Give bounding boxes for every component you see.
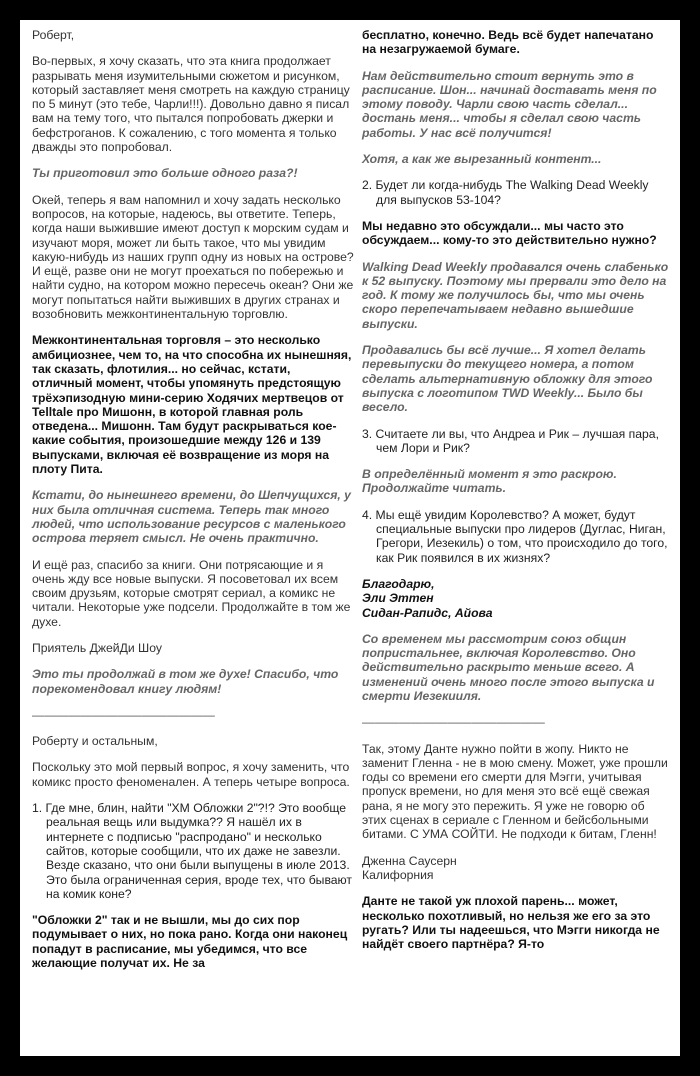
letter-paragraph: 1. Где мне, блин, найти "ХМ Обложки 2"?!? Это вообще реальная вещь или выдумка?? Я нашёл их в интернете с подписью "распродано" и несколько сайтов, которые сообщили, что их даже не завезли. Везде сказано, что они были выпущены в июле 2013. Это была ограниченная серия, вроде тех, что бывают на комик коне? — [32, 801, 353, 901]
editor-reply: Хотя, а как же вырезанный контент... — [362, 152, 602, 167]
editor-reply: Кстати, до нынешнего времени, до Шепчущихся, у них была отличная система. Теперь так много людей, что использование ресурсов с маленького острова теряет смысл. Не очень практично. — [32, 488, 351, 546]
letter-paragraph: Окей, теперь я вам напомнил и хочу задать несколько вопросов, на которые, надеюсь, вы ответите. Теперь, когда наши выжившие имеют доступ к морским судам и изучают моря, может ли быть такое, что мы увидим какую-нибудь из наших групп одну из новых на острове? И ещё, разве они не могут проехаться по побережью и найти судно, на котором можно пересечь океан? Они же могут попытаться найти выживших в других странах и возобновить межконтинентальную торговлю. — [32, 192, 354, 322]
editor-reply: Благодарю, Эли Эттен Сидан-Рапидс, Айова — [362, 576, 493, 620]
divider: ——————————————— — [362, 715, 545, 730]
letter-paragraph: Роберту и остальным, — [32, 734, 158, 749]
letter-paragraph: Так, этому Данте нужно пойти в жопу. Никто не заменит Гленна - не в мою смену. Может, уже прошли годы со времени его смерти для Мэгги, учитывая пропуск времени, но для меня это всё ещё свежая рана, я не могу это пережить. Я уже не говорю об этих сценах в сериале с Гленном и бейсбольными битами. С УМА СОЙТИ. Не подходи к битам, Гленн! — [362, 741, 668, 842]
editor-reply: Со временем мы рассмотрим союз общин попристальнее, включая Королевство. Оно действительно раскрыто меньше всего. А изменений очень много после этого выпуска и смерти Иезекииля. — [362, 631, 655, 703]
editor-reply: В определённый момент я это раскрою. Продолжайте читать. — [362, 467, 617, 496]
editor-reply: "Обложки 2" так и не вышли, мы до сих пор подумывает о них, но пока рано. Когда они наконец попадут в расписание, мы убедимся, что все желающие получат их. Не за — [32, 913, 348, 971]
right-column — [362, 28, 670, 963]
editor-reply: Мы недавно это обсуждали... мы часто это обсуждаем... кому-то это действительно нужно? — [362, 218, 657, 248]
letter-paragraph: Роберт, — [32, 28, 75, 42]
divider: ——————————————— — [32, 707, 215, 722]
editor-reply: Walking Dead Weekly продавался очень слабенько к 52 выпуску. Поэтому мы прервали это дело на год. К тому же получилось бы, что мы очень скоро перепечатываем недавно вышедшие выпуски. — [362, 259, 669, 331]
letter-paragraph: Поскольку это мой первый вопрос, я хочу заменить, что комикс просто феноменален. А теперь четыре вопроса. — [32, 760, 350, 789]
letter-paragraph: И ещё раз, спасибо за книги. Они потрясающие и я очень жду все новые выпуски. Я посоветовал их всем своим друзьям, которые смотрят сериал, а комикс не читали. Некоторые уже подсели. Продолжайте в том же духе. — [32, 557, 351, 629]
left-column — [32, 28, 354, 982]
letter-paragraph: 3. Считаете ли вы, что Андреа и Рик – лучшая пара, чем Лори и Рик? — [362, 426, 659, 455]
letter-paragraph: 4. Мы ещё увидим Королевство? А может, будут специальные выпуски про лидеров (Дуглас, Ниган, Грегори, Иезекиль) о том, что происходило до того, как Рик появился в их жизнях? — [362, 507, 668, 565]
editor-reply: Нам действительно стоит вернуть это в расписание. Шон... начинай доставать меня по этому поводу. Чарли свою часть сделал... достань меня... чтобы я сделал свою часть работы. У нас всё получится! — [362, 68, 657, 140]
editor-reply: Это ты продолжай в том же духе! Спасибо, что порекомендовал книгу людям! — [32, 667, 339, 696]
editor-reply: Продавались бы всё лучше... Я хотел делать перевыпуски до текущего номера, а потом сделать альтернативную обложку для этого выпуска с логотипом TWD Weekly... Было бы весело. — [362, 343, 653, 415]
letters-page — [20, 20, 680, 1056]
letter-paragraph: Приятель ДжейДи Шоу — [32, 640, 162, 655]
editor-reply: Ты приготовил это больше одного раза?! — [32, 166, 298, 181]
editor-reply: бесплатно, конечно. Ведь всё будет напечатано на незагружаемой бумаге. — [362, 28, 654, 57]
letter-paragraph: Дженна Саусерн Калифорния — [362, 853, 457, 882]
letter-paragraph: 2. Будет ли когда-нибудь The Walking Dead Weekly для выпусков 53-104? — [362, 178, 649, 207]
editor-reply: Данте не такой уж плохой парень... может, несколько похотливый, но нельзя же его за это ругать? Или ты надеешься, что Мэгги никогда не найдёт своего партнёра? Я-то — [362, 894, 660, 952]
letter-paragraph: Во-первых, я хочу сказать, что эта книга продолжает разрывать меня изумительными сюжетом и рисунком, который заставляет меня смотреть на каждую страницу по 5 минут (это тебе, Чарли!!!). Довольно давно я писал вам на тему того, что пытался попробовать джерки и бефстрогано​в. К сожалению, с того момента я только дважды это попробовал. — [32, 54, 350, 155]
editor-reply: Межконтинентальная торговля – это несколько амбициознее, чем то, на что способна их нынешняя, так сказать, флотилия... но сейчас, кстати, отличный момент, чтобы упомянуть предстоящую трёхэпизодную мини-серию Ходячих мертвецов от Telltale про Мишонн, в которой главная роль отведена... Мишонн. Там будут раскрываться кое-какие события, произошедшие между 126 и 139 выпусками, включая её возвращение из моря на плоту Пита. — [32, 333, 352, 477]
